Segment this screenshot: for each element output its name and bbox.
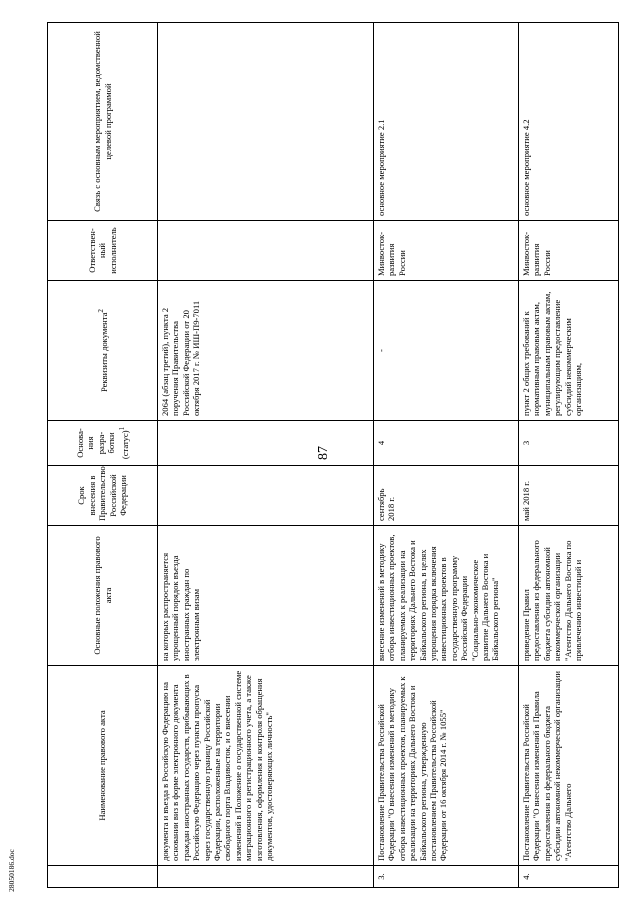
header-name: Наименование правового акта [48,666,158,866]
row-provisions: приведение Правил предоставления из федерального бюджета субсидии автономной некоммерческой организации "Агентство Дальнего Востока по привлечению инвестиций и [519,526,619,666]
row-basis: 4 [374,421,519,466]
row-num [158,866,374,888]
row-link: основное мероприятие 4.2 [519,23,619,221]
row-name: Постановление Правительства Российской Федерации "О внесении изменений в методику отбора инвестиционных проектов, планируемых к реализации на территориях Дальнего Востока и Байкальского региона, утвержденную постановлением Правительства Российской Федерации от 16 октября 2014 г. № 1055" [374,666,519,866]
footer-file-code: 28050186.doc [6,848,16,892]
page-number: 87 [316,446,331,460]
row-name: Постановление Правительства Российской Федерации "О внесении изменений в Правила предоставления из федерального бюджета субсидии автономной некоммерческой организации "Агентство Дальнего [519,666,619,866]
row-link: основное мероприятие 2.1 [374,23,519,221]
row-basis [158,421,374,466]
row-provisions: на которых распространяется упрощенный порядок въезда иностранных граждан по электронным визам [158,526,374,666]
row-deadline: сентябрь 2018 г. [374,466,519,526]
row-provisions: внесение изменений в методику отбора инвестиционных проектов, планируемых к реализации на территориях Дальнего Востока и Байкальского региона, в целях упрощения порядка включения инвестиционных проектов в государственную программу Российской Федерации "Социально-экономическое развитие Дальнего Востока и Байкальского региона" [374,526,519,666]
row-num: 3. [374,866,519,888]
rotated-table-container [47,23,622,888]
header-link: Связь с основным мероприятием, ведомственной целевой программой [48,23,158,221]
row-name: документа и въезда в Российскую Федерацию на основании виз в форме электронного документа граждан иностранных государств, прибывающих в Российскую Федерацию через пункты пропуска через государственную границу Российской Федерации, расположенные на территории свободного порта Владивосток, и о внесении изменений в Положение о государственной системе миграционного и регистрационного учета, а также изготовления, оформления и контроля обращения документов, удостоверяющих личность" [158,666,374,866]
row-requisites: - [374,281,519,421]
header-requisites: Реквизиты документа$^2$ [48,281,158,421]
header-provisions: Основные положения правового акта [48,526,158,666]
table-header-row [48,23,158,888]
header-deadline: Срок внесения в Правительство Российской Федерации [48,466,158,526]
row-basis: 3 [519,421,619,466]
row-executor: Минвосток-развития России [519,221,619,281]
row-requisites: пункт 2 общих требований к нормативным правовым актам, муниципальным правовым актам, регулирующим предоставление субсидий некоммерческим организациям, [519,281,619,421]
row-executor [158,221,374,281]
legal-acts-table [47,22,619,888]
row-requisites: 2064 (абзац третий), пункта 2 поручения Правительства Российской Федерации от 20 октября 2017 г. № ИШ-П9-7011 [158,281,374,421]
table-row [158,23,374,888]
row-deadline [158,466,374,526]
row-link [158,23,374,221]
header-executor: Ответствен-ный исполнитель [48,221,158,281]
table-row [374,23,519,888]
row-num: 4. [519,866,619,888]
row-deadline: май 2018 г. [519,466,619,526]
row-executor: Минвосток-развития России [374,221,519,281]
table-row [519,23,619,888]
header-basis: Основа-ния разра-ботки (статус)$^1$ [48,421,158,466]
header-num [48,866,158,888]
